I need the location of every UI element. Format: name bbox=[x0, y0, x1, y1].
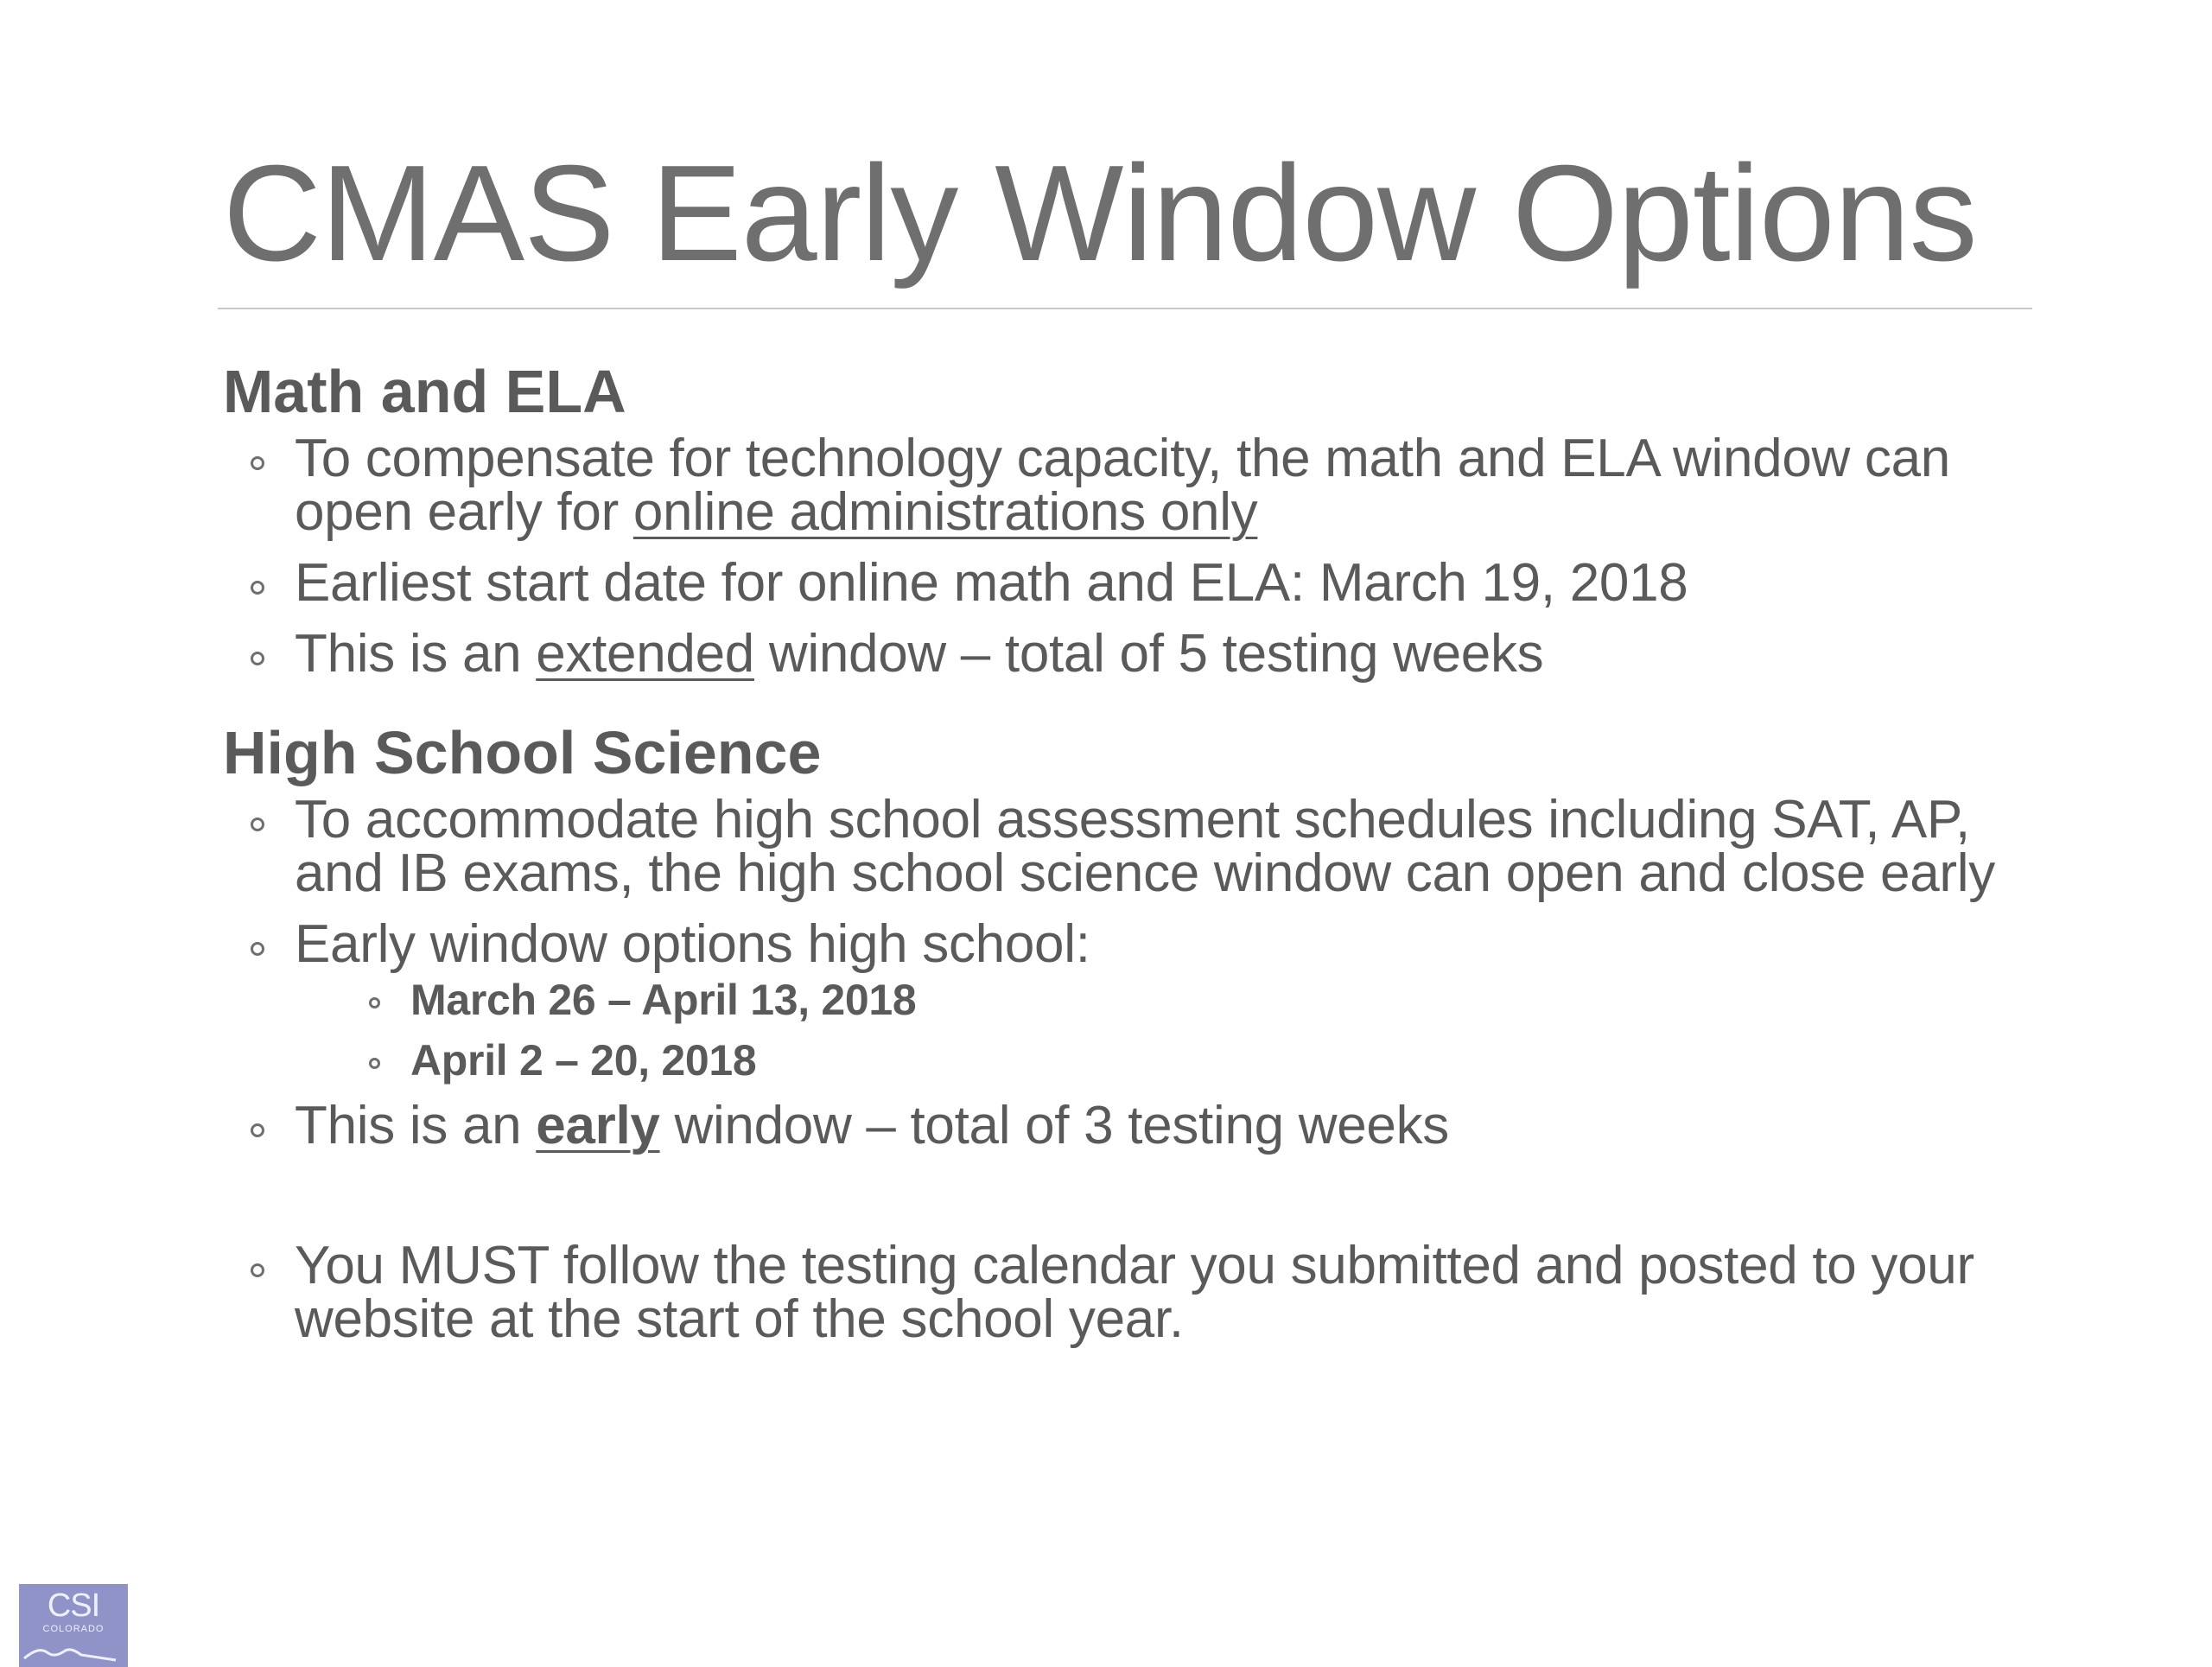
bullet-item bbox=[223, 1236, 2046, 1349]
bullet-icon bbox=[251, 456, 264, 470]
bullet-text: To accommodate high school assessment schedules including SAT, AP, and IB exams, the high school science window can open and close early bbox=[295, 790, 1995, 903]
csi-colorado-logo bbox=[19, 1584, 128, 1667]
sub-bullet-icon bbox=[369, 997, 380, 1008]
underlined-text: extended bbox=[536, 624, 754, 684]
bullet-text: window – total of 3 testing weeks bbox=[659, 1096, 1449, 1155]
logo-main-text: CSI bbox=[47, 1587, 100, 1624]
bullet-icon bbox=[251, 581, 264, 595]
bullet-text: Earliest start date for online math and ELA: March 19, 2018 bbox=[295, 553, 1688, 613]
bullet-text: This is an bbox=[295, 624, 537, 684]
bullet-icon bbox=[251, 1263, 264, 1277]
bullet-item bbox=[223, 914, 2046, 1085]
bullet-item bbox=[223, 624, 2046, 684]
sub-bullet-icon bbox=[369, 1058, 380, 1069]
sub-bullet-item bbox=[295, 1036, 2046, 1085]
window-options-list bbox=[295, 976, 2046, 1085]
bullet-item bbox=[223, 429, 2046, 542]
sub-bullet-item bbox=[295, 976, 2046, 1024]
sub-bullet-text: March 26 – April 13, 2018 bbox=[410, 976, 917, 1024]
math-ela-bullet-list bbox=[223, 429, 2046, 684]
bullet-text: Early window options high school: bbox=[295, 914, 1090, 974]
underlined-text: online administrations only bbox=[632, 482, 1258, 542]
bullet-item bbox=[223, 1096, 2046, 1155]
section-heading-math-ela: Math and ELA bbox=[223, 358, 626, 425]
mountain-icon bbox=[19, 1638, 128, 1667]
bullet-icon bbox=[251, 652, 264, 665]
slide-content bbox=[223, 354, 2046, 1349]
bullet-icon bbox=[251, 1123, 264, 1137]
hs-science-bullet-list bbox=[223, 790, 2046, 1349]
bullet-text: You MUST follow the testing calendar you submitted and posted to your website at the start of the school year. bbox=[295, 1236, 1974, 1349]
logo-sub-text: COLORADO bbox=[42, 1624, 105, 1634]
underlined-bold-text: early bbox=[536, 1096, 660, 1155]
bullet-item bbox=[223, 790, 2046, 903]
bullet-text: window – total of 5 testing weeks bbox=[753, 624, 1544, 684]
sub-bullet-text: April 2 – 20, 2018 bbox=[410, 1036, 757, 1085]
title-divider bbox=[218, 308, 2032, 309]
section-heading-hs-science: High School Science bbox=[223, 719, 822, 786]
bullet-text: To compensate for technology capacity, the math and ELA window can open early for bbox=[295, 429, 1950, 542]
slide-title: CMAS Early Window Options bbox=[223, 137, 1977, 289]
bullet-icon bbox=[251, 942, 264, 956]
bullet-item bbox=[223, 553, 2046, 613]
bullet-icon bbox=[251, 818, 264, 831]
bullet-text: This is an bbox=[295, 1096, 537, 1155]
